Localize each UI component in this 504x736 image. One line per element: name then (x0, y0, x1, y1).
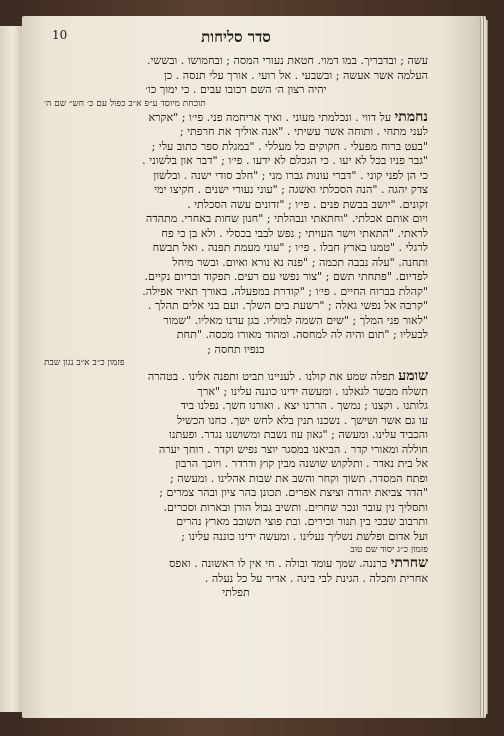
line: שחרתי ברננה. שמך עומד ובולה . חי אין לו ראשונה . ואפס (169, 555, 428, 571)
page-text (44, 54, 428, 601)
section-note: פזמון כ״ג יסוד שם טוב (350, 545, 428, 555)
section-4 (44, 556, 428, 601)
line: לפדיום. "פתחתי תשם ; "צור נפשי עם רעים. תפקוד ובריום נקיים. (144, 270, 428, 283)
line: ותרבוב שבכי בין תנור וכירים. ובת פוצי תשובב מארץ נהרים (176, 515, 428, 528)
line: עו גם אשר ושישך . נשכנו תנין בלא לחש ישך. כחנו הכשיל (176, 413, 428, 427)
section-2 (44, 110, 428, 358)
section-lead-word: שומע (398, 368, 428, 384)
section-lead-word: שחרתי (390, 555, 428, 571)
line: "הדר צביאת יהודה וציצת אפרים. תכונן בהר ציון ובהר צמרים ; (159, 486, 428, 499)
line: ויום אותם אכלתי. "וחתאתי ונבהלתי ; "חנון שחות באחרי. מתהדה (145, 212, 428, 225)
line: צדק יהגה . "הנה הסכלתי ואשגה ; "עוני נעורי ישנים . חקיצו ימי (154, 183, 428, 196)
line: אל בית נאדר . ותלקוש שושנה מבין קוץ ודרדר . ויוכך הרבון (175, 457, 428, 470)
line: לעני מתחי . ותוחה אשר עשיתי . "אנה אוליך את חרפתי ; (179, 125, 428, 138)
line: "קרבה אל נפשי גאלה ; "רשעת בים השלך. ועם בני אלים תהלך . (147, 299, 428, 312)
section-note: תוכחת מיוסד ע״פ א״ב כפול עם כ׳ חש״ שם ה׳ (44, 98, 206, 109)
previous-page-edge (0, 26, 23, 712)
line: ותסליך נין עובר ונכר שחרים. ותשיב גבול הורן ובארות וסכרים. (163, 500, 428, 514)
page-number: 10 (52, 28, 68, 42)
line: כנפיו תחסה ; (207, 342, 265, 356)
line: אחרית ותכלה . הגינת לבי בינה . אדיר על כל נעלה . (204, 571, 428, 585)
line: העלמה אשר אעשה ; ובשבעי . אל רועי . אורך עלי תנסה . כן (163, 68, 428, 82)
line: כי הן לפני קוני . "דברי עונות גברו מני ; "חלב סודי ישנה . ובלשון (153, 168, 428, 182)
line: "קהלת בברוח החיים . פי׳ו ; "קודרת במפעלה. באורך תאיר אפילה. (142, 284, 428, 298)
line: לבעליו ; "תום והיה לה למחסה. ומהוד מאורו מכסה. "תחת (176, 328, 428, 341)
line: לראתי. "התאתי וישר העויתי ; נפש לבבי בכסלי . ולא בן כי פח (161, 226, 428, 240)
line: ופתח המסדר. תשוך וקחר והשב את שבות אהלינו . ומעשה ; (170, 471, 428, 485)
line: חוללה ומאורי קדר . הביאנו במסגר יוצר נפיש וקדר . רוחך יערה (158, 442, 428, 456)
section-1 (44, 54, 428, 98)
section-lead-word: נחמתי (394, 108, 428, 125)
line: "גבר פניו בכל לא יעו . כי הגכלם לא ידעו . פי׳ו ; "דבר און בלשוני . (142, 154, 428, 167)
line: "בעט ברוח מפעלי . חקוקים כל מעללי . "במגלת ספר כתוב עלי ; (151, 139, 428, 153)
line: נחמתי על דווי . ונכלמתי מעוני . ואיך אריחמה פני. פי׳ו ; "אקרא (148, 108, 428, 125)
line: ועל אדום ופלשת נשליך נעלינו . ומעשה ידינו כוננה עלינו ; (181, 529, 428, 543)
page-title: סדר סליחות (201, 28, 271, 46)
line: ותחנה. "עלה נבבה תכמה ; "פנה נא נורא ואיום. ובשר מיחל (172, 255, 428, 269)
line: תפלתי (222, 586, 250, 599)
line: יהיה רצון ה׳ השם רכובו עבים . כי ימוך כו׳ (145, 83, 327, 96)
line: שומע תפלה שמע את קולנו . לעניינו תביט ותפנה אלינו . בטהרה (147, 368, 428, 384)
page-header (44, 28, 428, 46)
line: עשה ; ובדבריך. במו דמוי. חטאת נעורי המסה ; ובחמושו . ובששי. (146, 54, 428, 67)
line: לרגלי . "טמנו בארץ חבלו . פי׳ו ; "עוני מעמת תפנה . ואל תבשח (152, 241, 428, 254)
line: זקונים. "יושב בבשת פנים . פי׳ו ; "זדונים עשה הסכלתי . (187, 197, 428, 211)
line: גלותנו . וקצנו ; נמשך . הררנו יצא . ואורנו חשך. נפלנו ביד (180, 399, 428, 412)
line: "לאור פני המלך ; "שים השמה למוליו. בגן עדנו מאליו. "שמור (163, 313, 428, 327)
line: תשלח מבשר לגאלנו . ומעשה ידינו כוננה עלינו ; "ארך (197, 384, 428, 398)
line: והכביד עלינו. ומעשה ; "גאון עוז נשבת ומשושנו נגדר. ופעתנו (169, 428, 428, 441)
section-note: פזמון כ״ב א״ב נגון שבת (44, 358, 125, 368)
section-3 (44, 369, 428, 544)
